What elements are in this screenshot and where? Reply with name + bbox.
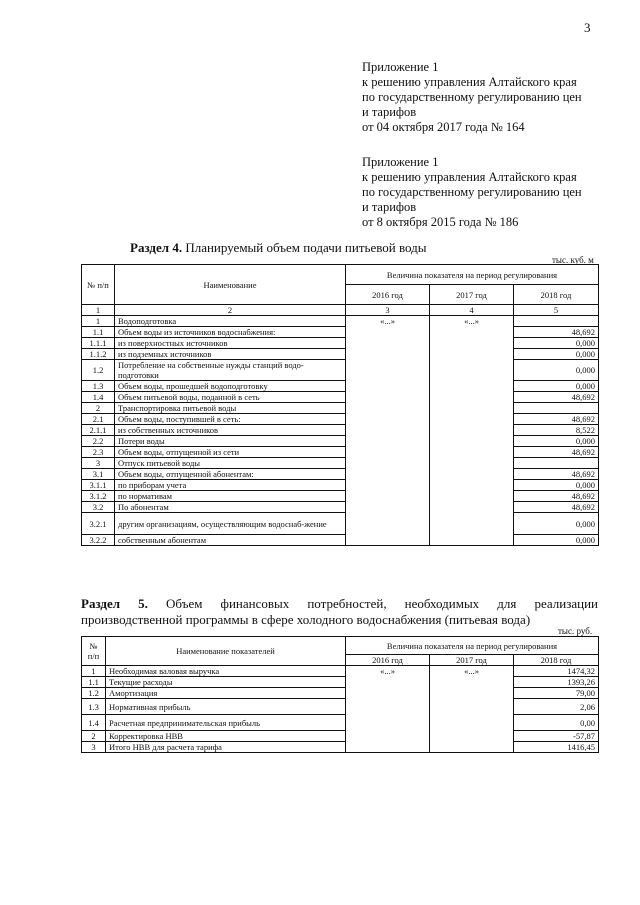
row-num: 1.1	[82, 327, 115, 338]
row-name: Корректировка НВВ	[106, 731, 346, 742]
table-row	[82, 381, 599, 392]
row-num: 3.1.2	[82, 491, 115, 502]
row-name: Расчетная предпринимательская прибыль	[106, 715, 346, 731]
col-num: 4	[430, 305, 514, 316]
header-period: Величина показателя на период регулирования	[346, 637, 599, 655]
appendix-1-line: к решению управления Алтайского края	[362, 75, 577, 89]
row-num: 1.3	[82, 381, 115, 392]
appendix-1-line: и тарифов	[362, 105, 417, 119]
appendix-2-line: и тарифов	[362, 200, 417, 214]
header-name: Наименование показателей	[106, 637, 346, 666]
row-name: по приборам учета	[115, 480, 346, 491]
value-2018: 1474,32	[514, 666, 599, 677]
value-2018	[514, 403, 599, 414]
row-name: по нормативам	[115, 491, 346, 502]
table-row	[82, 742, 599, 753]
value-2018: 0,000	[514, 338, 599, 349]
table-row	[82, 349, 599, 360]
header-num: № п/п	[82, 265, 115, 305]
row-name: Объем воды, поступившей в сеть:	[115, 414, 346, 425]
value-2018: 48,692	[514, 447, 599, 458]
table-row	[82, 327, 599, 338]
row-num: 1.3	[82, 699, 106, 715]
table-row	[82, 666, 599, 677]
row-name: Текущие расходы	[106, 677, 346, 688]
value-2018: 1393,26	[514, 677, 599, 688]
appendix-2-line: к решению управления Алтайского края	[362, 170, 577, 184]
appendix-2-line: по государственному регулированию цен	[362, 185, 582, 199]
table-row	[82, 677, 599, 688]
section-5-table-body	[82, 666, 599, 753]
value-2018	[514, 316, 599, 327]
value-2018: 0,000	[514, 381, 599, 392]
section-5-title-bold: Раздел 5.	[81, 596, 148, 611]
value-2017: «...»	[430, 316, 514, 546]
row-num: 1.2	[82, 688, 106, 699]
header-year-2017: 2017 год	[430, 655, 514, 666]
appendix-1-line: Приложение 1	[362, 60, 439, 74]
row-num: 1	[82, 666, 106, 677]
section-4-title	[130, 240, 427, 256]
row-num: 3.1.1	[82, 480, 115, 491]
row-name: Итого НВВ для расчета тарифа	[106, 742, 346, 753]
row-num: 3	[82, 742, 106, 753]
row-num: 1.4	[82, 715, 106, 731]
row-name: Отпуск питьевой воды	[115, 458, 346, 469]
row-num: 2	[82, 403, 115, 414]
row-name: Нормативная прибыль	[106, 699, 346, 715]
row-num: 1	[82, 316, 115, 327]
row-num: 1.4	[82, 392, 115, 403]
header-period: Величина показателя на период регулирования	[346, 265, 599, 285]
col-num: 2	[115, 305, 346, 316]
table-row	[82, 715, 599, 731]
col-num: 1	[82, 305, 115, 316]
row-num: 2.3	[82, 447, 115, 458]
row-num: 3.2.2	[82, 535, 115, 546]
row-name: Объем воды, отпущенной из сети	[115, 447, 346, 458]
table-row	[82, 316, 599, 327]
row-num: 3.2.1	[82, 513, 115, 535]
table-row	[82, 425, 599, 436]
value-2018: 1416,45	[514, 742, 599, 753]
value-2018: 0,000	[514, 480, 599, 491]
row-name: из подземных источников	[115, 349, 346, 360]
header-year-2018: 2018 год	[514, 285, 599, 305]
appendix-2-block	[362, 155, 582, 230]
row-name: По абонентам	[115, 502, 346, 513]
section-4-title-text: Планируемый объем подачи питьевой воды	[182, 240, 427, 255]
value-2018	[514, 458, 599, 469]
table-row	[82, 436, 599, 447]
appendix-1-block	[362, 60, 582, 135]
table-row	[82, 360, 599, 381]
value-2016: «...»	[346, 666, 430, 753]
appendix-2-line: Приложение 1	[362, 155, 439, 169]
row-num: 3.1	[82, 469, 115, 480]
table-row	[82, 469, 599, 480]
section-5-title-text: Объем финансовых потребностей, необходимых для реализации производственной программы в сфере холодного водоснабжения (питьевая вода)	[81, 596, 599, 627]
row-num: 1.1	[82, 677, 106, 688]
value-2018: 8,522	[514, 425, 599, 436]
table-row	[82, 403, 599, 414]
row-num: 2.1.1	[82, 425, 115, 436]
row-name: Объем воды, отпущенной абонентам:	[115, 469, 346, 480]
value-2016: «...»	[346, 316, 430, 546]
header-name: Наименование	[115, 265, 346, 305]
row-num: 1.1.2	[82, 349, 115, 360]
header-num: № п/п	[82, 637, 106, 666]
section-5-table	[81, 636, 599, 753]
appendix-2-line: от 8 октября 2015 года № 186	[362, 215, 519, 229]
row-num: 2	[82, 731, 106, 742]
row-name: Необходимая валовая выручка	[106, 666, 346, 677]
value-2018: 0,000	[514, 513, 599, 535]
row-name: Потери воды	[115, 436, 346, 447]
table-row	[82, 491, 599, 502]
table-row	[82, 535, 599, 546]
row-name: Транспортировка питьевой воды	[115, 403, 346, 414]
section-4-title-bold: Раздел 4.	[130, 240, 183, 255]
table-row	[82, 447, 599, 458]
row-num: 2.2	[82, 436, 115, 447]
section-4-table-body	[82, 316, 599, 546]
header-year-2017: 2017 год	[430, 285, 514, 305]
appendix-1-line: от 04 октября 2017 года № 164	[362, 120, 525, 134]
table-row	[82, 414, 599, 425]
row-name: Водоподготовка	[115, 316, 346, 327]
header-year-2018: 2018 год	[514, 655, 599, 666]
row-num: 3.2	[82, 502, 115, 513]
row-name: Объем воды, прошедшей водоподготовку	[115, 381, 346, 392]
value-2018: 79,00	[514, 688, 599, 699]
value-2018: 48,692	[514, 414, 599, 425]
value-2018: 48,692	[514, 392, 599, 403]
row-num: 1.1.1	[82, 338, 115, 349]
table-row	[82, 731, 599, 742]
row-num: 2.1	[82, 414, 115, 425]
value-2018: 0,000	[514, 360, 599, 381]
section-5-unit: тыс. руб.	[558, 626, 593, 636]
value-2017: «...»	[430, 666, 514, 753]
page-number: 3	[584, 20, 591, 35]
table-row	[82, 392, 599, 403]
section-4-unit: тыс. куб. м	[552, 255, 594, 265]
section-4-table	[81, 264, 599, 546]
row-num: 3	[82, 458, 115, 469]
row-name: Потребление на собственные нужды станций водо-подготовки	[115, 360, 346, 381]
value-2018: 0,000	[514, 349, 599, 360]
header-year-2016: 2016 год	[346, 285, 430, 305]
row-num: 1.2	[82, 360, 115, 381]
col-num: 3	[346, 305, 430, 316]
value-2018: 48,692	[514, 502, 599, 513]
value-2018: 0,000	[514, 535, 599, 546]
value-2018: 48,692	[514, 491, 599, 502]
row-name: Амортизация	[106, 688, 346, 699]
table-row	[82, 480, 599, 491]
table-row	[82, 688, 599, 699]
table-row	[82, 699, 599, 715]
section-5-title	[81, 596, 598, 628]
value-2018: 48,692	[514, 327, 599, 338]
value-2018: 0,00	[514, 715, 599, 731]
appendix-1-line: по государственному регулированию цен	[362, 90, 582, 104]
row-name: из собственных источников	[115, 425, 346, 436]
value-2018: -57,87	[514, 731, 599, 742]
value-2018: 0,000	[514, 436, 599, 447]
table-row	[82, 513, 599, 535]
table-row	[82, 338, 599, 349]
value-2018: 48,692	[514, 469, 599, 480]
row-name: собственным абонентам	[115, 535, 346, 546]
value-2018: 2,06	[514, 699, 599, 715]
table-row	[82, 502, 599, 513]
header-year-2016: 2016 год	[346, 655, 430, 666]
row-name: Объем воды из источников водоснабжения:	[115, 327, 346, 338]
table-row	[82, 458, 599, 469]
row-name: Объем питьевой воды, поданной в сеть	[115, 392, 346, 403]
row-name: другим организациям, осуществляющим водоснаб-жение	[115, 513, 346, 535]
row-name: из поверхностных источников	[115, 338, 346, 349]
col-num: 5	[514, 305, 599, 316]
